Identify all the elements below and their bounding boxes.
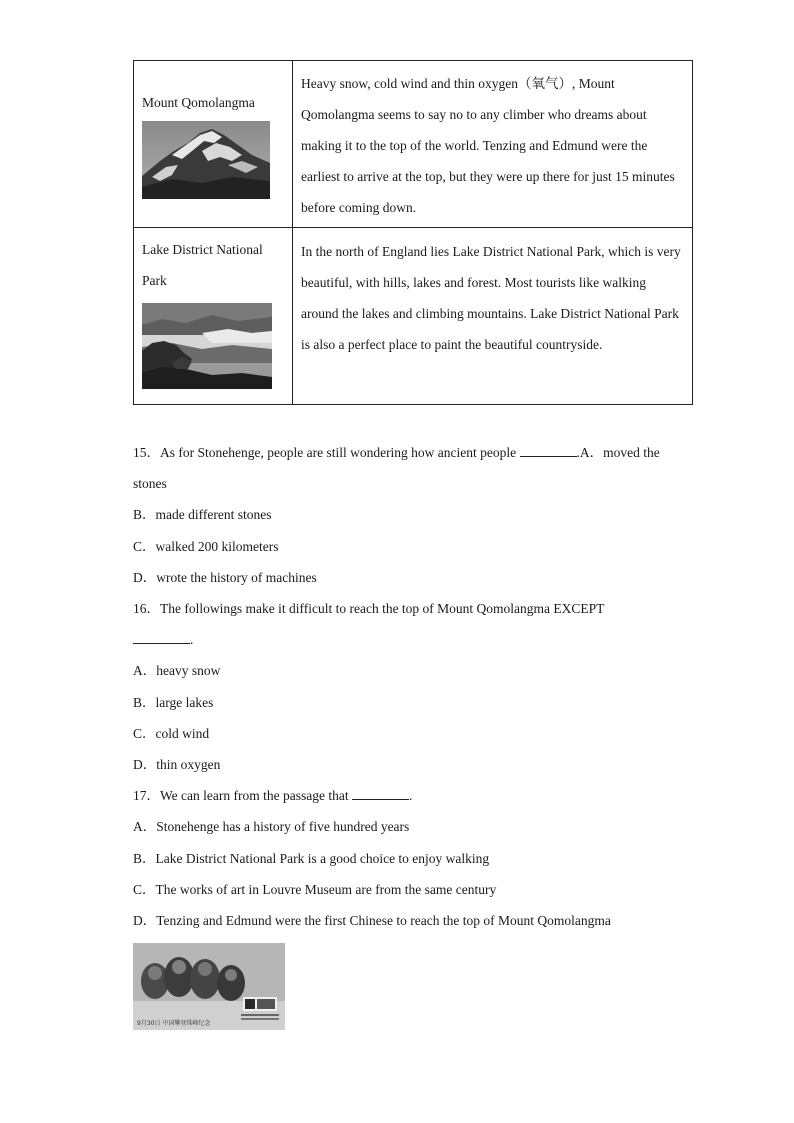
place-name-cell	[134, 61, 293, 228]
option: A．heavy snow	[133, 663, 221, 679]
option: C．cold wind	[133, 725, 210, 741]
place-name: Mount Qomolangma	[142, 95, 255, 110]
question-stem-end: .	[408, 788, 413, 804]
place-description: Heavy snow, cold wind and thin oxygen（氧气）, Mount Qomolangma seems to say no to any climber who dreams about making it to the top of the world. Tenzing and Edmund were the earliest to arrive at the top, but they were up there for just 15 minutes before coming down.	[301, 76, 675, 215]
mountain-photo	[142, 121, 270, 199]
question-stem-end: .	[190, 632, 194, 648]
table-row	[134, 61, 693, 228]
option: D．wrote the history of machines	[133, 569, 317, 585]
option: B．Lake District National Park is a good choice to enjoy walking	[133, 850, 490, 866]
question-stem: 17．We can learn from the passage that	[133, 788, 352, 804]
question-16	[133, 593, 663, 655]
poster-caption: 9月30日 中国攀登珠峰纪念	[137, 1020, 211, 1027]
question-15	[133, 437, 663, 499]
option: C．The works of art in Louvre Museum are from the same century	[133, 881, 497, 897]
place-name: Lake District National Park	[142, 242, 263, 288]
lake-photo	[142, 303, 272, 389]
question-stem: 16．The followings make it difficult to reach the top of Mount Qomolangma EXCEPT	[133, 601, 605, 617]
option: A．Stonehenge has a history of five hundred years	[133, 819, 410, 835]
questions-section	[133, 437, 663, 936]
question-stem: 15．As for Stonehenge, people are still wondering how ancient people	[133, 445, 520, 460]
option: D．thin oxygen	[133, 757, 221, 773]
table-row	[134, 228, 693, 405]
places-table	[133, 60, 693, 405]
answer-blank	[352, 785, 409, 800]
description-cell	[293, 228, 693, 405]
answer-blank	[520, 442, 577, 457]
answer-blank	[133, 629, 190, 644]
question-17	[133, 780, 663, 811]
climbers-poster-image	[133, 943, 285, 1030]
question-stem-end: .A．moved the stones	[133, 445, 660, 492]
option: B．large lakes	[133, 694, 214, 710]
option: B．made different stones	[133, 507, 272, 523]
description-cell	[293, 61, 693, 228]
option: C．walked 200 kilometers	[133, 538, 279, 554]
option: D．Tenzing and Edmund were the first Chinese to reach the top of Mount Qomolangma	[133, 913, 611, 929]
place-name-cell	[134, 228, 293, 405]
place-description: In the north of England lies Lake District National Park, which is very beautiful, with hills, lakes and forest. Most tourists like walking around the lakes and climbing mountains. Lake District National Park is also a perfect place to paint the beautiful countryside.	[301, 244, 681, 352]
